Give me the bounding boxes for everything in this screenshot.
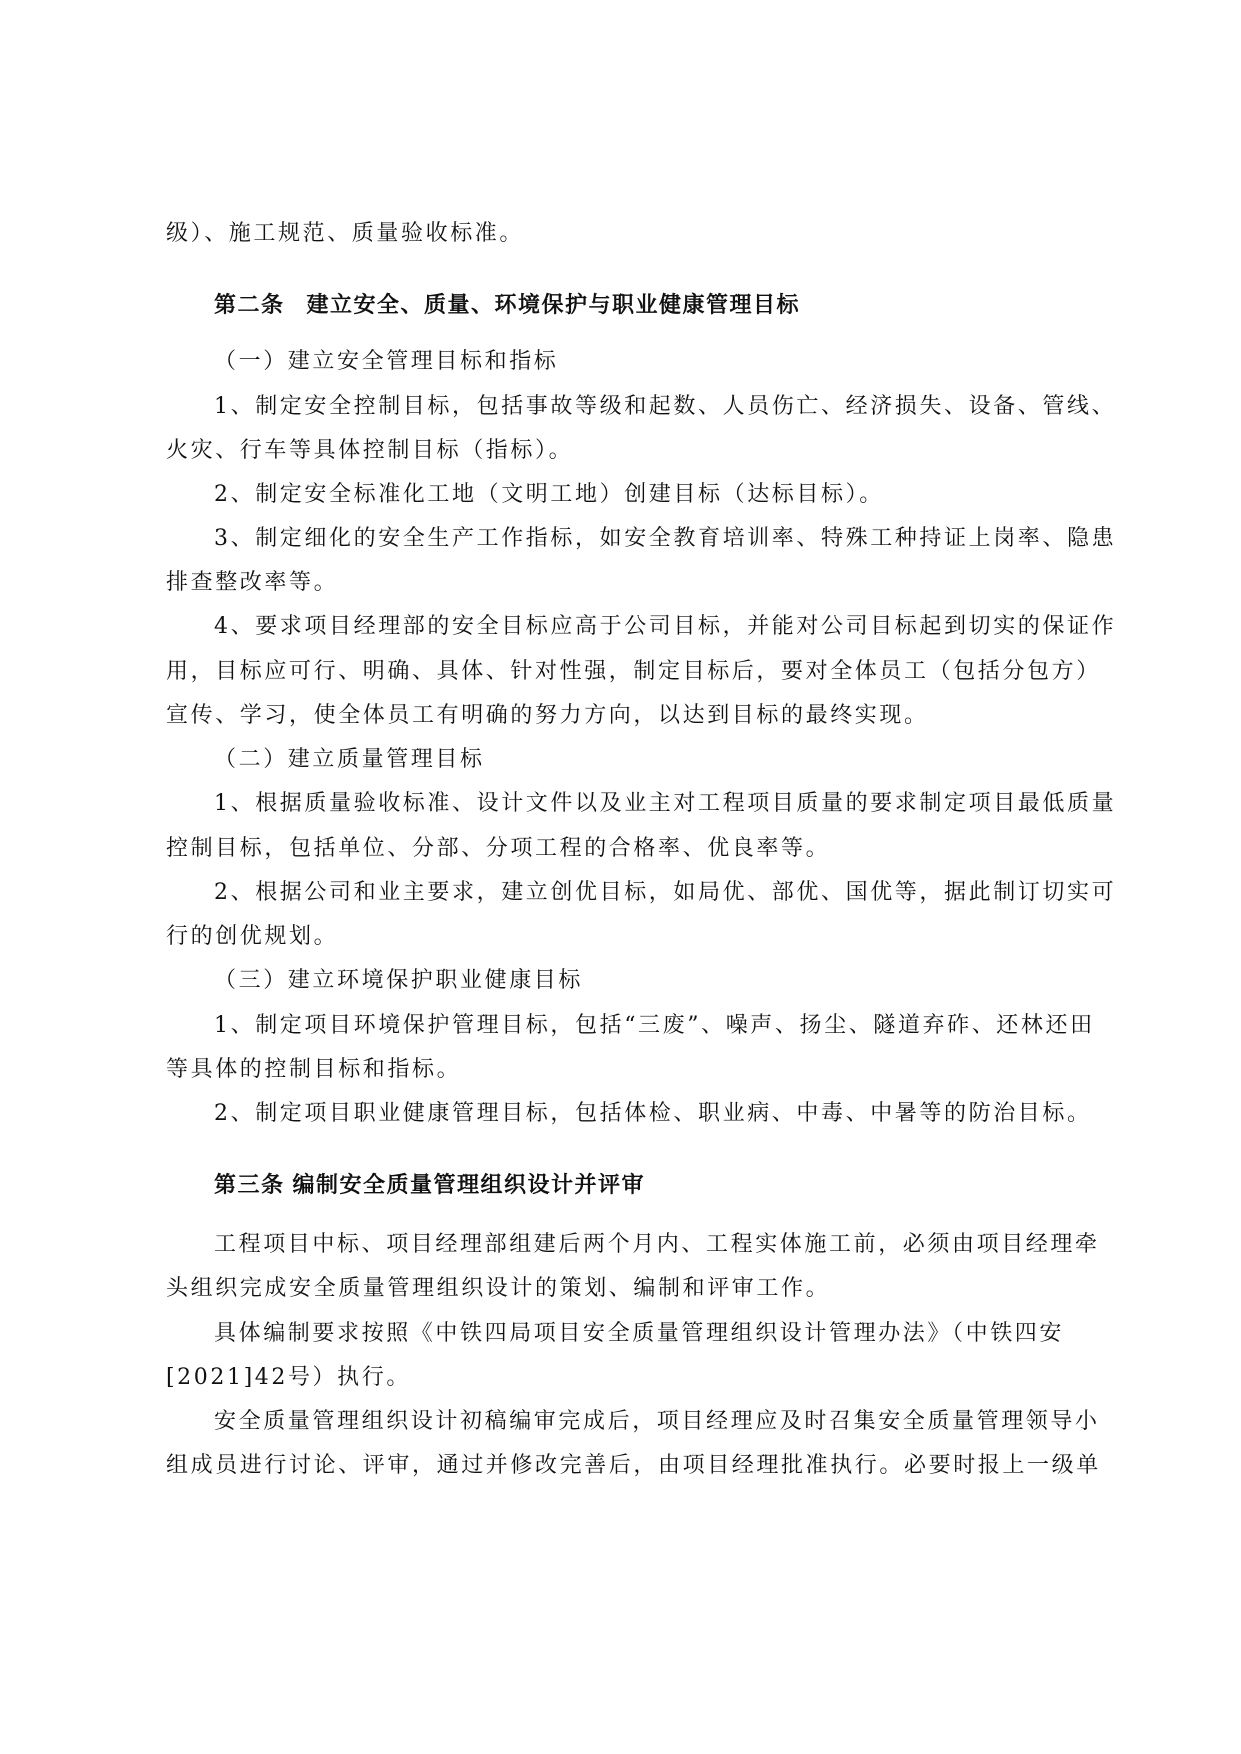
text-line: 组成员进行讨论、评审，通过并修改完善后，由项目经理批准执行。必要时报上一级单 bbox=[166, 1453, 1101, 1478]
article-2-title: 建立安全、质量、环境保护与职业健康管理目标 bbox=[306, 293, 801, 318]
text-line: 3、制定细化的安全生产工作指标，如安全教育培训率、特殊工种持证上岗率、隐患 bbox=[214, 526, 1117, 551]
text-line: 行的创优规划。 bbox=[166, 924, 339, 949]
article-3-title: 编制安全质量管理组织设计并评审 bbox=[292, 1173, 646, 1198]
text-line: 1、制定安全控制目标，包括事故等级和起数、人员伤亡、经济损失、设备、管线、 bbox=[214, 394, 1117, 419]
article-3-number: 第三条 bbox=[214, 1173, 285, 1198]
text-line: 等具体的控制目标和指标。 bbox=[166, 1057, 462, 1082]
section-heading: （三）建立环境保护职业健康目标 bbox=[214, 968, 584, 993]
article-2-number: 第二条 bbox=[214, 293, 285, 318]
section-heading: （二）建立质量管理目标 bbox=[214, 747, 485, 772]
section-heading: （一）建立安全管理目标和指标 bbox=[214, 349, 559, 374]
text-line: 具体编制要求按照《中铁四局项目安全质量管理组织设计管理办法》（中铁四安 bbox=[214, 1321, 1065, 1346]
article-2-heading bbox=[214, 291, 800, 321]
text-line: 1、根据质量验收标准、设计文件以及业主对工程项目质量的要求制定项目最低质量 bbox=[214, 791, 1117, 816]
text-line: 工程项目中标、项目经理部组建后两个月内、工程实体施工前，必须由项目经理牵 bbox=[214, 1232, 1100, 1257]
text-line: 2、根据公司和业主要求，建立创优目标，如局优、部优、国优等，据此制订切实可 bbox=[214, 880, 1117, 905]
text-line: 4、要求项目经理部的安全目标应高于公司目标，并能对公司目标起到切实的保证作 bbox=[214, 614, 1117, 639]
text-line: 1、制定项目环境保护管理目标，包括“三废”、噪声、扬尘、隧道弃砟、还林还田 bbox=[214, 1013, 1095, 1038]
text-line: 用，目标应可行、明确、具体、针对性强，制定目标后，要对全体员工（包括分包方） bbox=[166, 659, 1101, 684]
text-line: 2、制定安全标准化工地（文明工地）创建目标（达标目标）。 bbox=[214, 482, 884, 507]
text-line: 宣传、学习，使全体员工有明确的努力方向，以达到目标的最终实现。 bbox=[166, 703, 929, 728]
text-line: 排查整改率等。 bbox=[166, 570, 339, 595]
text-line: 安全质量管理组织设计初稿编审完成后，项目经理应及时召集安全质量管理领导小 bbox=[214, 1409, 1100, 1434]
text-line: 2、制定项目职业健康管理目标，包括体检、职业病、中毒、中暑等的防治目标。 bbox=[214, 1101, 1092, 1126]
article-3-heading bbox=[214, 1171, 645, 1201]
text-line: 控制目标，包括单位、分部、分项工程的合格率、优良率等。 bbox=[166, 836, 831, 861]
text-line: 头组织完成安全质量管理组织设计的策划、编制和评审工作。 bbox=[166, 1276, 831, 1301]
text-line: 火灾、行车等具体控制目标（指标）。 bbox=[166, 438, 574, 463]
text-line: [2021]42号）执行。 bbox=[166, 1365, 411, 1390]
text-line: 级）、施工规范、质量验收标准。 bbox=[166, 221, 525, 246]
